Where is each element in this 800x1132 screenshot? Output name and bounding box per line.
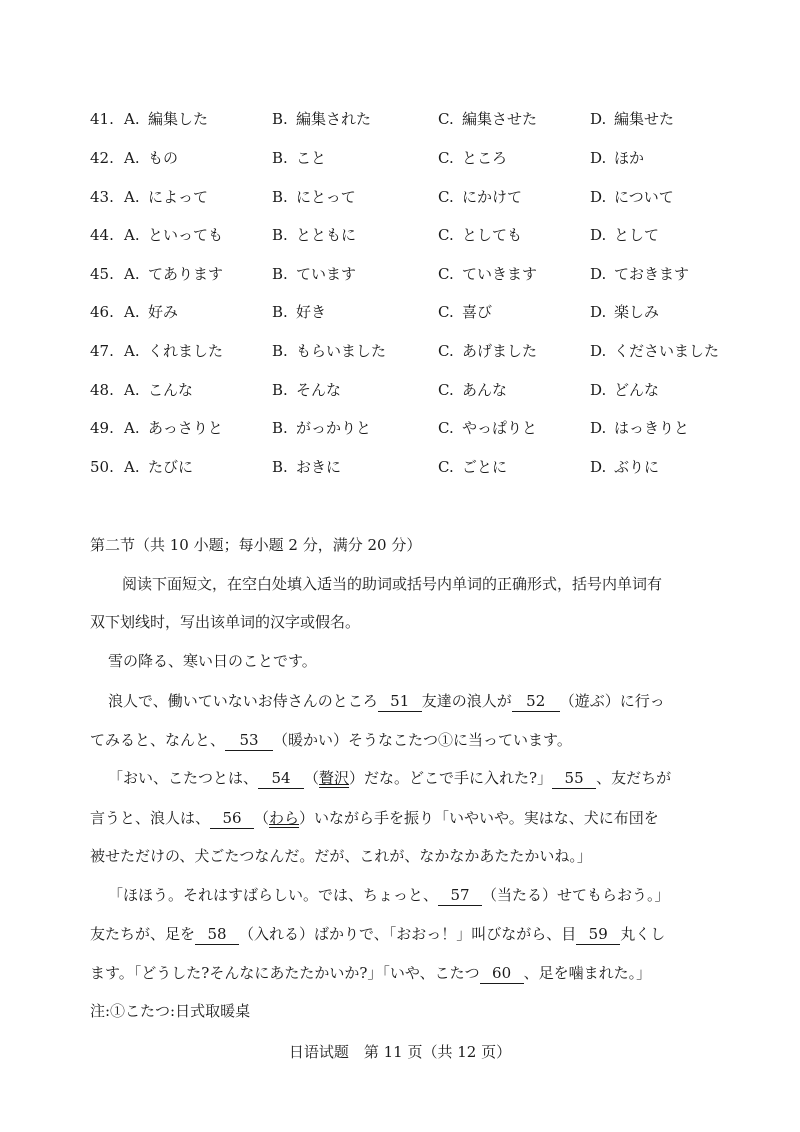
option-d xyxy=(590,455,659,479)
passage-text: 友たちが、足を xyxy=(90,925,196,943)
option-d xyxy=(590,146,644,170)
blank-55[interactable]: 55 xyxy=(552,768,596,789)
option-text: てあります xyxy=(148,265,224,283)
option-text: くださいました xyxy=(614,342,720,360)
option-letter: C. xyxy=(438,419,454,437)
option-letter: D. xyxy=(590,226,607,244)
passage-text: 、友だちが xyxy=(596,769,672,787)
blank-51[interactable]: 51 xyxy=(378,691,422,712)
option-text: として xyxy=(614,226,660,244)
passage-text: ）だな。どこで手に入れた?」 xyxy=(349,769,553,787)
option-b xyxy=(272,262,356,286)
option-text: ごとに xyxy=(462,458,508,476)
option-c xyxy=(438,339,537,363)
passage-text: （ xyxy=(304,769,320,787)
option-letter: D. xyxy=(590,419,607,437)
option-b xyxy=(272,339,386,363)
passage-line-4 xyxy=(108,766,730,790)
option-c xyxy=(438,262,537,286)
blank-58[interactable]: 58 xyxy=(195,924,239,945)
option-text: どんな xyxy=(614,381,660,399)
option-letter: A. xyxy=(124,303,140,321)
option-letter: B. xyxy=(272,381,288,399)
option-b xyxy=(272,300,326,324)
option-text: について xyxy=(614,188,674,206)
option-text: 編集した xyxy=(148,110,209,128)
passage-line-7 xyxy=(108,883,730,907)
underlined-word: わら xyxy=(269,809,300,827)
blank-57[interactable]: 57 xyxy=(438,885,482,906)
passage-text: （ xyxy=(254,809,270,827)
option-letter: C. xyxy=(438,303,454,321)
option-letter: D. xyxy=(590,381,607,399)
passage-text: （暖かい）そうなこたつ①に当っています。 xyxy=(273,731,572,749)
option-a xyxy=(124,416,223,440)
option-letter: A. xyxy=(124,458,140,476)
option-c xyxy=(438,455,507,479)
passage-text: 丸くし xyxy=(620,925,666,943)
question-number: 49. xyxy=(90,419,114,437)
option-letter: B. xyxy=(272,149,288,167)
instruction-line-2: 双下划线时，写出该单词的汉字或假名。 xyxy=(90,613,361,631)
option-text: ぶりに xyxy=(614,458,660,476)
option-text: によって xyxy=(148,188,209,206)
option-d xyxy=(590,416,689,440)
option-letter: A. xyxy=(124,265,140,283)
option-b xyxy=(272,378,341,402)
option-text: おきに xyxy=(296,458,342,476)
passage-line-8 xyxy=(90,922,712,946)
passage-text: ます。「どうした?そんなにあたたかいか?」「いや、こたつ xyxy=(90,964,480,982)
option-letter: B. xyxy=(272,110,288,128)
question-number: 47. xyxy=(90,342,114,360)
option-letter: D. xyxy=(590,149,607,167)
option-b xyxy=(272,223,356,247)
passage-line-3 xyxy=(90,728,712,752)
option-letter: D. xyxy=(590,342,607,360)
option-letter: D. xyxy=(590,458,607,476)
passage-text: 「おい、こたつとは、 xyxy=(108,769,259,787)
option-letter: B. xyxy=(272,458,288,476)
option-d xyxy=(590,185,674,209)
option-text: 編集させた xyxy=(462,110,538,128)
option-b xyxy=(272,416,371,440)
blank-60[interactable]: 60 xyxy=(480,963,524,984)
option-c xyxy=(438,300,492,324)
option-text: ています xyxy=(296,265,357,283)
option-letter: A. xyxy=(124,149,140,167)
option-text: がっかりと xyxy=(296,419,372,437)
passage-line-1: 雪の降る、寒い日のことです。 xyxy=(108,652,317,670)
blank-52[interactable]: 52 xyxy=(512,691,560,712)
option-a xyxy=(124,455,193,479)
option-text: はっきりと xyxy=(614,419,690,437)
option-text: ていきます xyxy=(462,265,538,283)
option-text: としても xyxy=(462,226,523,244)
passage-text: （当たる）せてもらおう。」 xyxy=(482,886,670,904)
passage-text: てみると、なんと、 xyxy=(90,731,226,749)
passage-line-6: 被せただけの、犬ごたつなんだ。だが、これが、なかなかあたたかいね。」 xyxy=(90,847,592,865)
option-c xyxy=(438,416,537,440)
option-c xyxy=(438,378,507,402)
option-letter: A. xyxy=(124,419,140,437)
option-a xyxy=(124,223,223,247)
page-footer: 日语试题 第 11 页（共 12 页） xyxy=(288,1043,512,1061)
option-letter: C. xyxy=(438,188,454,206)
option-letter: C. xyxy=(438,226,454,244)
option-text: あげました xyxy=(462,342,538,360)
option-text: こと xyxy=(296,149,327,167)
passage-line-2 xyxy=(108,689,730,713)
question-number: 48. xyxy=(90,381,114,399)
option-letter: C. xyxy=(438,381,454,399)
option-text: あんな xyxy=(462,381,508,399)
option-text: もらいました xyxy=(296,342,387,360)
option-text: もの xyxy=(148,149,179,167)
passage-text: 友達の浪人が xyxy=(421,692,512,710)
option-text: にとって xyxy=(296,188,356,206)
question-number: 44. xyxy=(90,226,114,244)
option-c xyxy=(438,146,507,170)
passage-text: 浪人で、働いていないお侍さんのところ xyxy=(108,692,378,710)
option-text: そんな xyxy=(296,381,342,399)
option-a xyxy=(124,146,178,170)
option-c xyxy=(438,107,537,131)
option-text: たびに xyxy=(148,458,194,476)
option-letter: C. xyxy=(438,342,454,360)
passage-text: 、足を噛まれた。」 xyxy=(523,964,652,982)
option-c xyxy=(438,185,522,209)
option-text: 好み xyxy=(148,303,179,321)
option-a xyxy=(124,107,208,131)
option-text: こんな xyxy=(148,381,194,399)
option-c xyxy=(438,223,522,247)
question-number: 45. xyxy=(90,265,114,283)
option-text: 楽しみ xyxy=(614,303,660,321)
passage-text: （遊ぶ）に行っ xyxy=(559,692,665,710)
option-letter: B. xyxy=(272,188,288,206)
option-letter: D. xyxy=(590,110,607,128)
blank-54[interactable]: 54 xyxy=(258,768,304,789)
option-text: ところ xyxy=(462,149,508,167)
option-text: とともに xyxy=(296,226,357,244)
option-letter: A. xyxy=(124,342,140,360)
option-text: にかけて xyxy=(462,188,523,206)
option-letter: A. xyxy=(124,226,140,244)
underlined-word: 贅沢 xyxy=(319,769,350,787)
option-letter: D. xyxy=(590,265,607,283)
question-number: 43. xyxy=(90,188,114,206)
option-d xyxy=(590,378,659,402)
question-number: 41. xyxy=(90,110,114,128)
passage-text: 「ほほう。それはすばらしい。では、ちょっと、 xyxy=(108,886,439,904)
option-d xyxy=(590,339,719,363)
question-number: 46. xyxy=(90,303,114,321)
option-a xyxy=(124,378,193,402)
option-letter: C. xyxy=(438,149,454,167)
option-letter: B. xyxy=(272,265,288,283)
question-number: 50. xyxy=(90,458,114,476)
option-text: 編集された xyxy=(296,110,372,128)
option-text: 好き xyxy=(296,303,327,321)
option-text: ておきます xyxy=(614,265,690,283)
blank-56[interactable]: 56 xyxy=(210,808,254,829)
passage-line-9 xyxy=(90,961,712,985)
option-text: くれました xyxy=(148,342,224,360)
passage-text: ）いながら手を振り「いやいや。実はな、犬に布団を xyxy=(299,809,659,827)
option-d xyxy=(590,300,659,324)
option-letter: A. xyxy=(124,381,140,399)
option-b xyxy=(272,185,356,209)
option-text: といっても xyxy=(148,226,224,244)
option-d xyxy=(590,223,659,247)
question-number: 42. xyxy=(90,149,114,167)
passage-line-5 xyxy=(90,806,712,830)
option-letter: B. xyxy=(272,342,288,360)
option-letter: D. xyxy=(590,303,607,321)
passage-text: （入れる）ばかりで、「おおっ！」叫びながら、目 xyxy=(239,925,577,943)
blank-59[interactable]: 59 xyxy=(576,924,620,945)
option-b xyxy=(272,455,341,479)
option-a xyxy=(124,339,223,363)
footnote: 注:①こたつ:日式取暖桌 xyxy=(90,1002,251,1020)
option-a xyxy=(124,262,223,286)
option-letter: B. xyxy=(272,303,288,321)
option-letter: C. xyxy=(438,265,454,283)
instruction-line-1: 阅读下面短文，在空白处填入适当的助词或括号内单词的正确形式，括号内单词有 xyxy=(122,575,663,593)
option-text: あっさりと xyxy=(148,419,223,437)
option-letter: C. xyxy=(438,110,454,128)
passage-text: 言うと、浪人は、 xyxy=(90,809,211,827)
option-b xyxy=(272,107,371,131)
option-d xyxy=(590,107,674,131)
option-letter: A. xyxy=(124,110,140,128)
option-letter: B. xyxy=(272,226,288,244)
option-letter: A. xyxy=(124,188,140,206)
option-text: 編集せた xyxy=(614,110,675,128)
option-letter: D. xyxy=(590,188,607,206)
option-text: 喜び xyxy=(462,303,493,321)
option-d xyxy=(590,262,689,286)
section-title: 第二节（共 10 小题；每小题 2 分，满分 20 分） xyxy=(90,536,422,554)
option-a xyxy=(124,185,208,209)
option-letter: C. xyxy=(438,458,454,476)
option-letter: B. xyxy=(272,419,288,437)
blank-53[interactable]: 53 xyxy=(225,730,273,751)
option-text: ほか xyxy=(614,149,645,167)
option-text: やっぱりと xyxy=(462,419,538,437)
option-b xyxy=(272,146,326,170)
option-a xyxy=(124,300,178,324)
